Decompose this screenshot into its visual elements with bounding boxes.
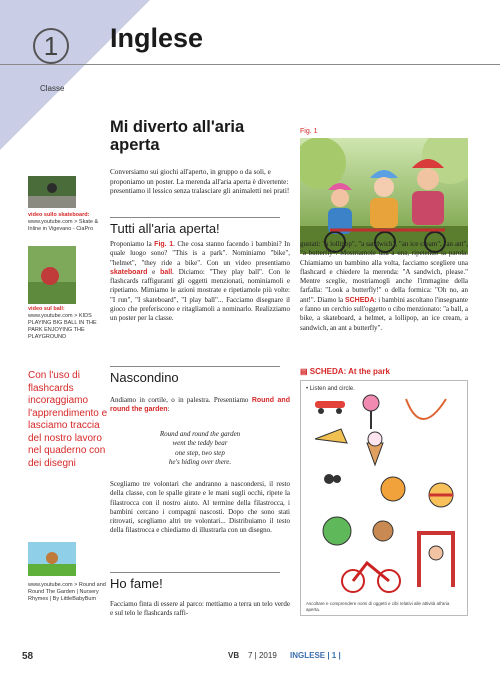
page-number: 58 xyxy=(22,651,34,662)
video-link-ball[interactable]: www.youtube.com > KIDS PLAYING BIG BALL IN THE PARK ENJOYING THE PLAYGROUND xyxy=(28,313,97,340)
nursery-rhyme: Round and round the garden went the teddy bear one step, two step he's hiding over there. xyxy=(159,430,241,466)
video-caption-skateboard: video sullo skateboard: www.youtube.com > Skate & Inline in Vigevano - CiaPro xyxy=(28,212,99,232)
class-badge: 1 xyxy=(33,28,69,64)
heading-tutti-all-aria-aperta: Tutti all'aria aperta! xyxy=(110,217,280,237)
header-rule xyxy=(0,64,500,65)
article-intro: Conversiamo sui giochi all'aperto, in gruppo o da soli, e proponiamo un poster. La merenda all'aria aperta è divertente: presentiamo il lessico senza tralasciare gli animaletti nei prati! xyxy=(110,168,290,196)
section1-column2: gustati: "a lollipop", "a sandwich", "an ice cream", "an ant", "a butterfly". Mostriamole una a una, ripetendo la parola. Chiamiamo un bambino alla volta, facciamo scegliere una flashcard e chiedere la merenda: "A sandwich, please." Mentre sceglie, mostriamogli anche l'immagine della farfalla: "Look a butterfly!" o della formica: "Oh no, an ant!". Diamo la SCHEDA: i bambini ascoltano l'insegnante e fanno un cerchio sull'oggetto o cibo menzionato: "a ball, a bike, a skateboard, a helmet, a lollipop, an ice cream, a sandwich, an ant a butterfly". xyxy=(300,240,469,332)
section-footer: INGLESE | 1 | xyxy=(290,651,341,660)
video-caption-ball: video sul ball: www.youtube.com > KIDS PLAYING BIG BALL IN THE PARK ENJOYING THE PLAYGROUND xyxy=(28,306,97,340)
kids-on-bikes-photo xyxy=(300,138,468,254)
song-title: Round and round the garden xyxy=(110,397,290,414)
video-thumbnail-skateboard[interactable] xyxy=(28,176,76,208)
worksheet-caption: Ascoltare e comprendere nomi di oggetti e cibi relativi alle attività all'aria aperta. xyxy=(306,601,450,612)
subject-title: Inglese xyxy=(110,23,204,53)
video-thumbnail-rhyme[interactable] xyxy=(28,542,76,576)
article-title: Mi diverto all'aria aperta xyxy=(110,118,245,154)
worksheet-icon: ▤ xyxy=(300,367,310,376)
magazine-logo: VB xyxy=(228,651,240,660)
heading-nascondino: Nascondino xyxy=(110,366,280,386)
fig-reference: Fig. 1 xyxy=(154,241,174,248)
pull-quote: Con l'uso di flashcards incoraggiamo l'apprendimento e lasciamo traccia del nostro lavoro nel quaderno con dei disegni xyxy=(28,370,108,469)
video-thumbnail-ball[interactable] xyxy=(28,246,76,304)
heading-ho-fame: Ho fame! xyxy=(110,572,280,592)
section2-intro: Andiamo in cortile, o in palestra. Presentiamo Round and round the garden: xyxy=(110,396,290,414)
section2-body: Scegliamo tre volontari che andranno a nascondersi, il resto della classe, con le spalle girate e le mani sugli occhi, ripete la filastrocca con il nostro aiuto. Al termine della filastrocca, i bambini cercano i compagni nascosti. Dopo che sono stati ritrovati, scegliamo altri tre volontari... Distribuiamo il testo della filastrocca e chiediamo di illustrarla con un disegno. xyxy=(110,480,290,535)
video-link-skateboard[interactable]: www.youtube.com > Skate & Inline in Vigevano - CiaPro xyxy=(28,219,99,232)
section3-body: Facciamo finta di essere al parco: mettiamo a terra un telo verde e sul telo le flashcards raffi- xyxy=(110,600,290,618)
scheda-reference: SCHEDA xyxy=(344,296,375,304)
worksheet-instruction: • Listen and circle. xyxy=(306,386,355,392)
section1-column1: Proponiamo la Fig. 1. Che cosa stanno facendo i bambini? In quale luogo sono? "This is a park". Nominiamo "bike", "helmet", "they ride a bike". Con un video presentiamo skateboard e ball. Diciamo: "They play ball". Con le flashcards raffiguranti gli oggetti menzionati, nominiamoli e ripetiamo. Mimiamo le azioni mostrate e ripetiamole più volte: "I run", "I skateboard", "I play ball"... Facciamo disegnare il gioco che preferiscono e ritagliamoli a nominarlo. Realizziamo un poster per la classe. xyxy=(110,240,291,323)
video-link-rhyme[interactable]: www.youtube.com > Round and Round The Garden | Nursery Rhymes | By LittleBabyBum xyxy=(28,582,106,602)
worksheet-frame xyxy=(300,380,468,616)
class-label: Classe xyxy=(40,84,65,93)
scheda-title: ▤ SCHEDA: At the park xyxy=(300,367,390,376)
video-caption-rhyme xyxy=(28,582,108,603)
issue-number: 7 | 2019 xyxy=(248,651,277,660)
fig-label: Fig. 1 xyxy=(300,128,318,135)
